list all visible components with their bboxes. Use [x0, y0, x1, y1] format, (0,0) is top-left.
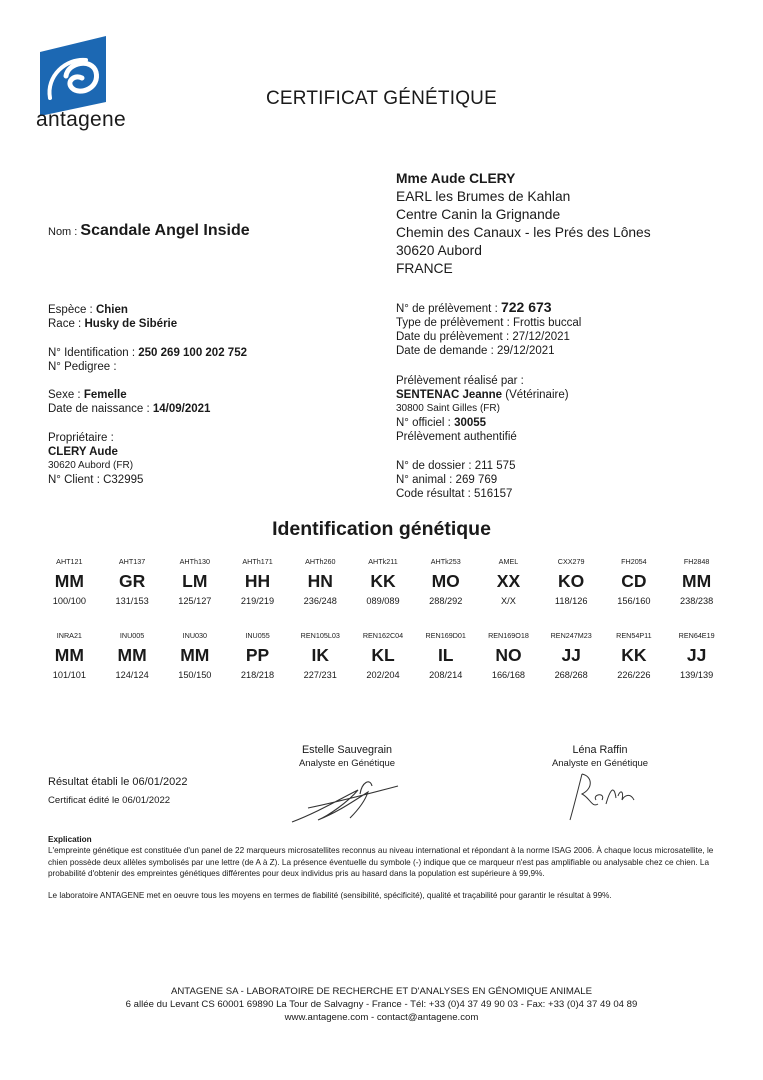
marker-sizes: 236/248 [303, 596, 337, 606]
signer-name: Léna Raffin [572, 744, 628, 756]
brand-name: antagene [36, 108, 126, 131]
dog-owner [48, 431, 143, 487]
pedigree-label: N° Pedigree : [48, 361, 117, 373]
marker-name: AHTh130 [179, 557, 210, 566]
marker-cell [477, 556, 540, 608]
marker-name: INRA21 [56, 631, 82, 640]
marker-alleles: CD [621, 571, 647, 591]
marker-cell [540, 630, 603, 682]
dog-name: Scandale Angel Inside [80, 222, 250, 239]
file-number: N° de dossier : 211 575 [396, 460, 516, 472]
sample-type: Type de prélèvement : Frottis buccal [396, 317, 582, 329]
marker-cell [101, 630, 164, 682]
signer-role: Analyste en Génétique [551, 758, 649, 769]
dog-name-label: Nom : [48, 226, 78, 238]
marker-cell [38, 556, 101, 608]
marker-cell [38, 630, 101, 682]
marker-alleles: JJ [561, 645, 581, 665]
marker-name: AHT137 [118, 557, 146, 566]
marker-cell [289, 556, 352, 608]
dog-sex-birth [48, 388, 210, 416]
marker-cell [352, 630, 415, 682]
explanation [48, 834, 728, 901]
marker-alleles: NO [495, 645, 522, 665]
marker-alleles: IK [311, 645, 330, 665]
marker-sizes: 118/126 [554, 596, 588, 606]
marker-sizes: 150/150 [178, 670, 212, 680]
marker-name: REN105L03 [300, 631, 340, 640]
marker-alleles: KL [371, 645, 395, 665]
marker-alleles: HN [307, 571, 333, 591]
sex-value: Femelle [83, 389, 127, 401]
vet-role: (Vétérinaire) [502, 389, 569, 401]
marker-sizes: 139/139 [680, 670, 714, 680]
marker-alleles: GR [118, 571, 146, 591]
certificate-date: Certificat édité le 06/01/2022 [48, 795, 171, 806]
official-label: N° officiel : [396, 417, 451, 429]
marker-alleles: KO [558, 571, 585, 591]
marker-name: AHTh260 [305, 557, 336, 566]
marker-alleles: IL [437, 645, 454, 665]
vet-city: 30800 Saint Gilles (FR) [396, 403, 500, 414]
marker-cell [665, 556, 728, 608]
marker-alleles: JJ [686, 645, 707, 665]
marker-cell [289, 630, 352, 682]
signer-name: Estelle Sauvegrain [301, 744, 393, 756]
file-info [396, 459, 515, 501]
owner-label: Propriétaire : [48, 432, 114, 444]
marker-name: REN169D01 [425, 631, 466, 640]
marker-sizes: 202/204 [366, 670, 400, 680]
marker-alleles: MO [431, 571, 460, 591]
sex-label: Sexe : [48, 389, 81, 401]
marker-name: AHTk253 [430, 557, 461, 566]
marker-name: REN64E19 [678, 631, 715, 640]
recipient-line: Centre Canin la Grignande [396, 207, 561, 222]
marker-name: AHTk211 [368, 557, 398, 566]
signature-2-image [562, 770, 642, 824]
marker-sizes: 100/100 [52, 596, 86, 606]
official-value: 30055 [454, 417, 487, 429]
marker-name: INU055 [245, 631, 270, 640]
marker-name: INU005 [119, 631, 145, 640]
sample-number-label: N° de prélèvement : [396, 303, 498, 315]
marker-alleles: PP [245, 645, 270, 665]
footer-address: 6 allée du Levant CS 60001 69890 La Tour de Salvagny - France - Tél: +33 (0)4 37 49 90 03 - Fax: +33 (0)4 37 49 04 89 [125, 999, 638, 1010]
recipient-line: EARL les Brumes de Kahlan [396, 189, 571, 204]
marker-sizes: 226/226 [617, 670, 651, 680]
id-label: N° Identification : [48, 347, 136, 359]
recipient-line: FRANCE [396, 261, 453, 276]
animal-number: N° animal : 269 769 [396, 474, 498, 486]
marker-name: REN169O18 [488, 631, 529, 640]
marker-name: REN162C04 [362, 631, 404, 640]
marker-sizes: 219/219 [240, 596, 275, 606]
marker-cell [163, 556, 226, 608]
marker-name: AHT121 [56, 557, 83, 566]
marker-sizes: 208/214 [429, 670, 463, 680]
recipient-line: 30620 Aubord [396, 243, 482, 258]
marker-sizes: X/X [501, 596, 516, 606]
marker-sizes: 125/127 [178, 596, 212, 606]
result-date: Résultat établi le 06/01/2022 [48, 776, 188, 788]
marker-alleles: MM [117, 645, 147, 665]
sampler-label: Prélèvement réalisé par : [396, 375, 524, 387]
explanation-paragraph: L'empreinte génétique est constituée d'un panel de 22 marqueurs microsatellites reconnus au niveau international et répondant à la norme ISAG 2006. À chaque locus microsatellite, le chien possède deux allèles symbolisés par une lettre (de A à Z). La présence éventuelle du symbole (-) indique que ce marqueur n'est pas amplifiable ou analysable chez ce chien. La probabilité d'obtenir des empreintes génétiques différentes pour deux individus pris au hasard dans la population est supérieure à 99,9%. [48, 846, 714, 879]
species-value: Chien [95, 304, 128, 316]
signature-block [262, 743, 432, 771]
explanation-paragraph: Le laboratoire ANTAGENE met en oeuvre tous les moyens en termes de fiabilité (sensibilité, spécificité), qualité et traçabilité pour garantir le résultat à 99%. [48, 890, 612, 900]
marker-alleles: MM [54, 571, 84, 591]
marker-cell [226, 630, 289, 682]
marker-name: REN247M23 [550, 631, 592, 640]
marker-sizes: 268/268 [554, 670, 588, 680]
marker-name: INU030 [182, 631, 207, 640]
marker-sizes: 288/292 [429, 596, 463, 606]
explanation-heading: Explication [48, 835, 92, 844]
identification-title: Identification génétique [272, 518, 491, 540]
marker-name: FH2848 [683, 557, 710, 566]
dog-species-breed [48, 303, 177, 331]
recipient-line: Chemin des Canaux - les Prés des Lônes [396, 225, 651, 240]
marker-name: FH2054 [621, 557, 647, 566]
dog-name-line [48, 222, 250, 240]
dog-identification [48, 346, 247, 374]
marker-sizes: 238/238 [680, 596, 714, 606]
marker-sizes: 124/124 [115, 670, 149, 680]
marker-sizes: 166/168 [491, 670, 526, 680]
id-value: 250 269 100 202 752 [138, 347, 247, 359]
request-date: Date de demande : 29/12/2021 [396, 345, 555, 357]
signature-1-image [288, 772, 408, 828]
breed-label: Race : [48, 318, 82, 330]
signature-block [520, 743, 680, 771]
marker-name: REN54P11 [616, 631, 652, 640]
result-code: Code résultat : 516157 [396, 488, 513, 500]
marker-name: AMEL [498, 557, 519, 566]
marker-sizes: 089/089 [366, 596, 400, 606]
owner-city: 30620 Aubord (FR) [48, 460, 134, 471]
authentic-label: Prélèvement authentifié [396, 431, 517, 443]
marker-cell [665, 630, 728, 682]
marker-cell [163, 630, 226, 682]
marker-cell [352, 556, 415, 608]
marker-alleles: MM [54, 645, 84, 665]
birth-label: Date de naissance : [48, 403, 150, 415]
marker-alleles: XX [496, 571, 521, 591]
sample-number: 722 673 [500, 299, 552, 315]
signer-role: Analyste en Génétique [298, 758, 396, 769]
marker-sizes: 156/160 [617, 596, 651, 606]
breed-value: Husky de Sibérie [84, 318, 178, 330]
footer-company: ANTAGENE SA - LABORATOIRE DE RECHERCHE ET D'ANALYSES EN GÉNOMIQUE ANIMALE [170, 986, 593, 997]
marker-alleles: KK [621, 645, 647, 665]
footer-web: www.antagene.com - contact@antagene.com [284, 1012, 479, 1023]
marker-alleles: HH [244, 571, 271, 591]
vet-name: SENTENAC Jeanne [396, 389, 503, 401]
marker-cell [101, 556, 164, 608]
marker-alleles: MM [682, 571, 712, 591]
marker-cell [414, 630, 477, 682]
sampler-info [396, 374, 569, 444]
marker-cell [226, 556, 289, 608]
marker-sizes: 131/153 [115, 596, 149, 606]
marker-cell [540, 556, 603, 608]
recipient-address [396, 170, 651, 278]
marker-alleles: KK [370, 571, 396, 591]
page-title: CERTIFICAT GÉNÉTIQUE [266, 88, 497, 109]
marker-alleles: LM [182, 571, 208, 591]
marker-cell [603, 556, 666, 608]
marker-cell [477, 630, 540, 682]
marker-sizes: 101/101 [52, 670, 86, 680]
marker-name: CXX279 [557, 557, 585, 566]
marker-row-1 [38, 556, 728, 608]
sample-info [396, 300, 581, 358]
marker-sizes: 218/218 [240, 670, 275, 680]
owner-name: CLERY Aude [48, 446, 118, 458]
birth-value: 14/09/2021 [152, 403, 211, 415]
marker-cell [414, 556, 477, 608]
marker-cell [603, 630, 666, 682]
recipient-name: Mme Aude CLERY [396, 171, 516, 186]
marker-name: AHTh171 [242, 557, 273, 566]
client-value: C32995 [103, 474, 144, 486]
species-label: Espèce : [48, 304, 93, 316]
marker-sizes: 227/231 [303, 670, 337, 680]
marker-row-2 [38, 630, 728, 682]
sample-date: Date du prélèvement : 27/12/2021 [396, 331, 570, 343]
marker-alleles: MM [180, 645, 210, 665]
footer [0, 985, 763, 1024]
client-label: N° Client : [48, 474, 100, 486]
